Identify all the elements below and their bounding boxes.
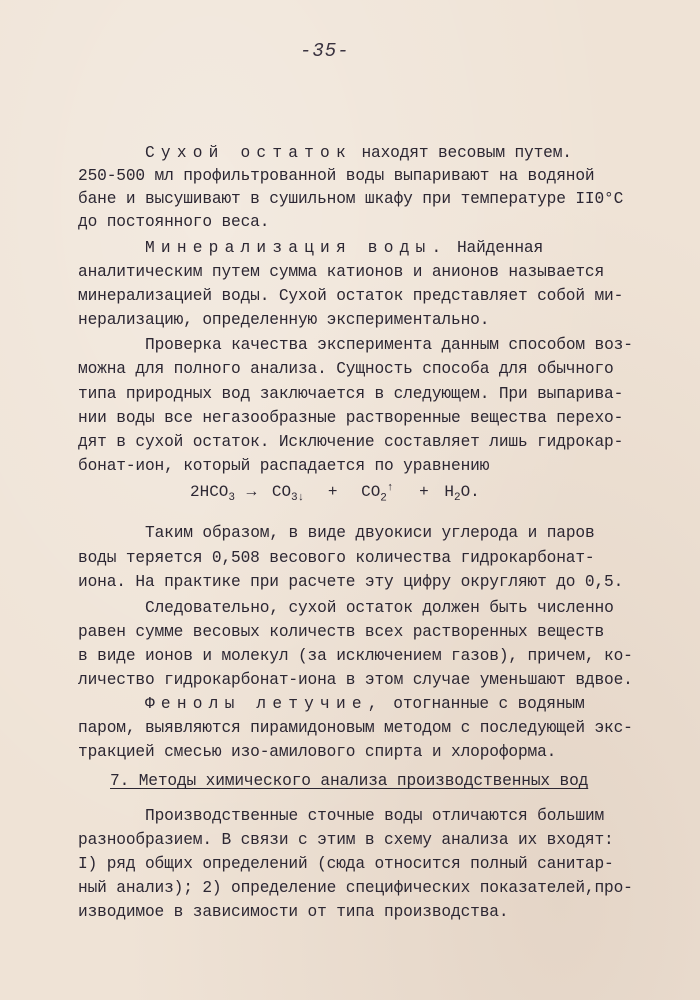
check-line-2: можна для полного анализа. Сущность способа для обычного: [78, 360, 614, 378]
phenols-term: Фенолы летучие,: [145, 695, 384, 713]
check-line-1: Проверка качества эксперимента данным способом воз-: [145, 336, 633, 354]
consequently-line-3: в виде ионов и молекул (за исключением газов), причем, ко-: [78, 647, 633, 665]
dry-residue-line-1: [145, 142, 572, 164]
check-line-3: типа природных вод заключается в следующем. При выпарива-: [78, 385, 624, 403]
section-line-4: ный анализ); 2) определение специфических показателей,про-: [78, 879, 633, 897]
phenols-line-1: [145, 693, 585, 715]
phenols-line-3: тракцией смесью изо-амилового спирта и хлороформа.: [78, 743, 557, 761]
dry-residue-line-2: 250-500 мл профильтрованной воды выпаривают на водяной: [78, 167, 595, 185]
product-water: $H_2O$.: [444, 483, 480, 505]
consequently-line-1: Следовательно, сухой остаток должен быть численно: [145, 599, 614, 617]
dry-residue-line-4: до постоянного веса.: [78, 213, 270, 231]
mineralization-line-4: нерализацию, определенную экспериментально.: [78, 311, 490, 329]
consequently-line-2: равен сумме весовых количеств всех растворенных веществ: [78, 623, 605, 641]
dry-residue-line-1-text: находят весовым путем.: [351, 144, 572, 162]
section-line-2: разнообразием. В связи с этим в схему анализа их входят:: [78, 831, 614, 849]
dry-residue-term: Сухой остаток: [145, 144, 352, 162]
reactant: $2HCO_3$: [190, 483, 236, 505]
consequently-line-4: личество гидрокарбонат-иона в этом случае уменьшают вдвое.: [78, 671, 633, 689]
dry-residue-line-3: бане и высушивают в сушильном шкафу при температуре II0°С: [78, 190, 624, 208]
section-heading: 7. Методы химического анализа производственных вод: [110, 772, 589, 790]
thus-line-2: воды теряется 0,508 весового количества гидрокарбонат-: [78, 549, 595, 567]
phenols-line-2: паром, выявляются пирамидоновым методом с последующей экс-: [78, 719, 633, 737]
reaction-arrow: →: [246, 483, 257, 502]
mineralization-line-3: минерализацией воды. Сухой остаток представляет собой ми-: [78, 287, 624, 305]
gas-mark: ↑: [386, 482, 394, 494]
plus-sign-1: +: [327, 483, 338, 502]
mineralization-line-1-text: Найденная: [447, 239, 544, 257]
section-line-5: изводимое в зависимости от типа производства.: [78, 903, 509, 921]
page-number: -35-: [300, 40, 350, 62]
check-line-5: дят в сухой остаток. Исключение составляет лишь гидрокар-: [78, 433, 624, 451]
decomposition-equation: [190, 482, 480, 505]
thus-line-3: иона. На практике при расчете эту цифру округляют до 0,5.: [78, 573, 624, 591]
check-line-6: бонат-ион, который распадается по уравнению: [78, 457, 490, 475]
mineralization-line-1: [145, 237, 543, 259]
product-carbonate: $CO_{3↓}$: [271, 483, 305, 505]
section-line-3: I) ряд общих определений (сюда относится полный санитар-: [78, 855, 614, 873]
product-co2: $CO_2^↑$: [361, 482, 394, 505]
phenols-line-1-text: отогнанные с водяным: [383, 695, 585, 713]
mineralization-term: Минерализация воды.: [145, 239, 448, 257]
precipitate-mark: ↓: [297, 492, 305, 505]
check-line-4: нии воды все негазообразные растворенные вещества перехо-: [78, 409, 624, 427]
plus-sign-2: +: [419, 483, 429, 502]
section-line-1: Производственные сточные воды отличаются большим: [145, 807, 605, 825]
thus-line-1: Таким образом, в виде двуокиси углерода и паров: [145, 524, 595, 542]
mineralization-line-2: аналитическим путем сумма катионов и анионов называется: [78, 263, 605, 281]
